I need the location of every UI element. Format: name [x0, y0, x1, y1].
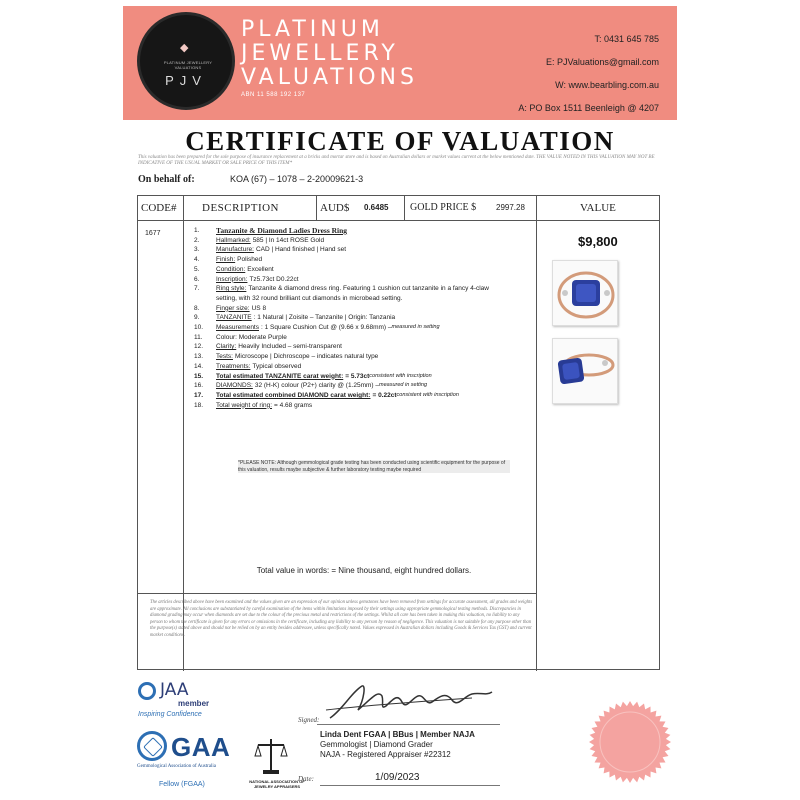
- aud-value: 0.6485: [364, 203, 389, 212]
- signed-label: Signed:: [298, 716, 320, 724]
- description-item: [194, 352, 534, 362]
- contact-block: [518, 28, 659, 120]
- header-divider: [138, 220, 659, 221]
- item-label: Treatments:: [216, 362, 251, 370]
- item-label: DIAMONDS:: [216, 382, 253, 390]
- item-label: TANZANITE: [216, 314, 252, 322]
- item-note: measured in setting: [391, 324, 440, 331]
- please-note: *PLEASE NOTE: Although gemmological grade testing has been conducted using scientific equipment for the purpose of this valuation, results maybe subjective & further laboratory testing maybe required: [238, 460, 510, 473]
- item-label: Inscription:: [216, 275, 248, 283]
- naja-text: NATIONAL ASSOCIATION OF JEWELRY APPRAISERS: [249, 779, 305, 789]
- appraiser-name: Linda Dent FGAA | BBus | Member NAJA: [320, 730, 475, 739]
- item-label: Ring style:: [216, 285, 247, 293]
- item-number: 4.: [194, 256, 200, 264]
- gaa-text: GAA: [171, 732, 231, 762]
- gaa-fellow: Fellow (FGAA): [159, 781, 205, 788]
- item-text: CAD | Hand finished | Hand set: [255, 246, 347, 254]
- valuation-table: [137, 195, 660, 670]
- description-item: [194, 401, 534, 411]
- item-text: = 0.22ct: [372, 391, 397, 399]
- item-number: 17.: [194, 391, 204, 399]
- item-text: Excellent: [247, 265, 274, 273]
- item-number: 11.: [194, 333, 203, 341]
- item-number: 12.: [194, 343, 204, 351]
- code-header: CODE#: [141, 202, 177, 214]
- gaa-emblem-icon: [137, 731, 167, 761]
- item-label: Total estimated combined DIAMOND carat weight:: [216, 391, 371, 399]
- gold-price-label: GOLD PRICE $: [410, 202, 477, 213]
- item-text: Colour: Moderate Purple: [216, 333, 287, 341]
- item-number: 10.: [194, 324, 204, 332]
- postal-address: A: PO Box 1511 Beenleigh @ 4207: [518, 103, 659, 113]
- item-number: 16.: [194, 382, 204, 390]
- item-label: Condition:: [216, 265, 246, 273]
- item-note: consistent with inscription: [369, 372, 432, 379]
- valuation-date: 1/09/2023: [375, 772, 420, 783]
- date-line: [320, 785, 500, 786]
- item-label: Tests:: [216, 353, 233, 361]
- fineprint-divider: [138, 593, 536, 594]
- ring-photo-front: [552, 260, 618, 326]
- item-note: measured in setting: [379, 382, 428, 389]
- jaa-tagline: Inspiring Confidence: [138, 711, 202, 718]
- description-item: [194, 284, 534, 294]
- jaa-member: member: [178, 699, 210, 708]
- logo-ring-text: PLATINUM JEWELLERY VALUATIONS: [163, 60, 213, 70]
- item-label: Clarity:: [216, 343, 237, 351]
- description-header: DESCRIPTION: [202, 202, 280, 214]
- value-header: VALUE: [580, 202, 616, 214]
- on-behalf-label: On behalf of:: [138, 174, 195, 185]
- item-number: 5.: [194, 265, 200, 273]
- item-label: Measurements: [216, 324, 259, 332]
- item-number: 9.: [194, 314, 200, 322]
- total-value-in-words: Total value in words: = Nine thousand, eight hundred dollars.: [256, 566, 472, 575]
- item-number: 14.: [194, 362, 204, 370]
- description-item: [194, 304, 534, 314]
- valuation-price: $9,800: [578, 234, 618, 249]
- date-label: Date:: [298, 775, 314, 783]
- gold-price-value: 2997.28: [496, 203, 525, 212]
- description-item: [194, 372, 534, 382]
- item-number: [194, 294, 216, 304]
- website: W: www.bearbling.com.au: [555, 80, 659, 90]
- description-item: [194, 236, 534, 246]
- item-label: Total weight of ring:: [216, 401, 273, 409]
- brand-line-3: VALUATIONS: [241, 65, 418, 90]
- scales-icon: [254, 736, 288, 776]
- description-item: [194, 333, 534, 343]
- abn-number: ABN 11 588 192 137: [241, 92, 306, 98]
- item-label: Finger size:: [216, 304, 250, 312]
- item-description-list: [194, 226, 534, 410]
- item-text: : 1 Square Cushion Cut @ (9.66 x 9.68mm) –: [261, 324, 392, 332]
- item-code: 1677: [145, 230, 161, 237]
- gaa-subtitle: Gemmological Association of Australia: [137, 764, 217, 769]
- description-item: [194, 255, 534, 265]
- item-label: Hallmarked:: [216, 236, 251, 244]
- item-text: setting, with 32 round brilliant cut diamonds in microbead setting.: [216, 294, 403, 302]
- item-number: 1.: [194, 227, 200, 234]
- pjv-logo: [137, 12, 235, 110]
- description-item: [194, 313, 534, 323]
- item-number: 6.: [194, 275, 200, 283]
- item-number: 8.: [194, 304, 200, 312]
- item-text: = 4.68 grams: [274, 401, 313, 409]
- on-behalf-of: [138, 174, 364, 185]
- diamond-icon: ◆: [180, 42, 189, 54]
- brand-name: [241, 18, 418, 90]
- signature-icon: [322, 680, 502, 724]
- item-text: Typical observed: [252, 362, 302, 370]
- header-banner: [123, 6, 677, 120]
- description-item: [194, 265, 534, 275]
- item-number: 15.: [194, 372, 204, 380]
- item-label: Manufacture:: [216, 246, 254, 254]
- item-number: 2.: [194, 236, 200, 244]
- description-item: [194, 391, 534, 401]
- jaa-emblem-icon: [138, 682, 156, 700]
- item-text: Heavily Included – semi-transparent: [238, 343, 342, 351]
- phone-number: T: 0431 645 785: [594, 34, 659, 44]
- terms-fine-print: The articles described above have been examined and the values given are an expression of our opinion unless gemstones have been removed from settings for accurate assessment, all grades and weights are approximate. All conclusions are substantiated by careful examination of the items within limitations imposed by their settings using appropriate gemmological testing methods. Discrepancies in diamond grading may occur when diamonds are set due to the colour of the precious metal and restrictions of the settings. Whilst all care has been taken in making this valuation, no liability to any person to whom the certificate is given for any errors or omissions in the certificate, including any liability to any person by reason of negligence. This valuation is not suitable for any purpose other than the purpose(s) stated above and should not be relied on by an entity besides addressee, unless specifically noted. Values expressed in Australian dollars including Goods & Services Tax (GST) and current market conditions.: [150, 600, 533, 638]
- description-item: [194, 245, 534, 255]
- item-number: 7.: [194, 285, 200, 293]
- description-item: [194, 294, 534, 304]
- column-divider: [316, 196, 317, 220]
- item-number: 3.: [194, 246, 200, 254]
- item-number: 18.: [194, 401, 204, 409]
- description-item: [194, 381, 534, 391]
- column-divider: [404, 196, 405, 220]
- item-text: = 5.73ct: [345, 372, 370, 380]
- description-item: [194, 275, 534, 285]
- signature-line: [317, 724, 500, 725]
- item-text: Polished: [237, 256, 263, 264]
- description-item: [194, 342, 534, 352]
- brand-line-2: JEWELLERY: [241, 41, 399, 66]
- appraiser-details: [320, 730, 475, 760]
- item-title: Tanzanite & Diamond Ladies Dress Ring: [216, 226, 348, 235]
- item-text: 585 | In 14ct ROSE Gold: [252, 236, 325, 244]
- appraiser-registration: NAJA - Registered Appraiser #22312: [320, 750, 451, 759]
- appraiser-role: Gemmologist | Diamond Grader: [320, 740, 433, 749]
- item-label: Total estimated TANZANITE carat weight:: [216, 372, 344, 380]
- item-number: 13.: [194, 353, 204, 361]
- email-address: E: PJValuations@gmail.com: [545, 57, 659, 67]
- logo-initials: PJV: [165, 73, 207, 88]
- on-behalf-value: KOA (67) – 1078 – 2-20009621-3: [230, 174, 364, 184]
- description-item: [194, 362, 534, 372]
- item-text: Tz5.73ct D0.22ct: [249, 275, 299, 283]
- column-divider: [536, 196, 537, 671]
- item-note: consistent with inscription: [396, 391, 459, 398]
- ring-photo-side: [552, 338, 618, 404]
- description-item: [194, 226, 534, 236]
- valuation-disclaimer: This valuation has been prepared for the sole purpose of insurance replacement at a bricks and mortar store and is based on Australian dollars or market values current at the below mentioned date. THE VALUE NOTED IN THIS VALUATION MAY NOT BE INDICATIVE OF THE USUAL MARKET OR SALE PRICE OF THIS ITEM*: [138, 155, 655, 166]
- item-text: Microscope | Dichroscope – indicates natural type: [234, 353, 379, 361]
- jaa-text: JAA: [160, 680, 189, 700]
- item-text: : 1 Natural | Zoisite – Tanzanite | Origin: Tanzania: [253, 314, 396, 322]
- item-label: Finish:: [216, 256, 236, 264]
- aud-label: AUD$: [320, 202, 350, 214]
- item-text: US 8: [251, 304, 267, 312]
- seal-icon: [588, 700, 672, 784]
- brand-line-1: PLATINUM: [241, 17, 384, 42]
- description-item: [194, 323, 534, 333]
- item-text: 32 (H-K) colour (P2+) clarity @ (1.25mm) –: [254, 382, 380, 390]
- certificate-title: CERTIFICATE OF VALUATION: [185, 126, 615, 156]
- item-text: Tanzanite & diamond dress ring. Featuring 1 cushion cut tanzanite in a fancy 4-claw: [248, 285, 489, 293]
